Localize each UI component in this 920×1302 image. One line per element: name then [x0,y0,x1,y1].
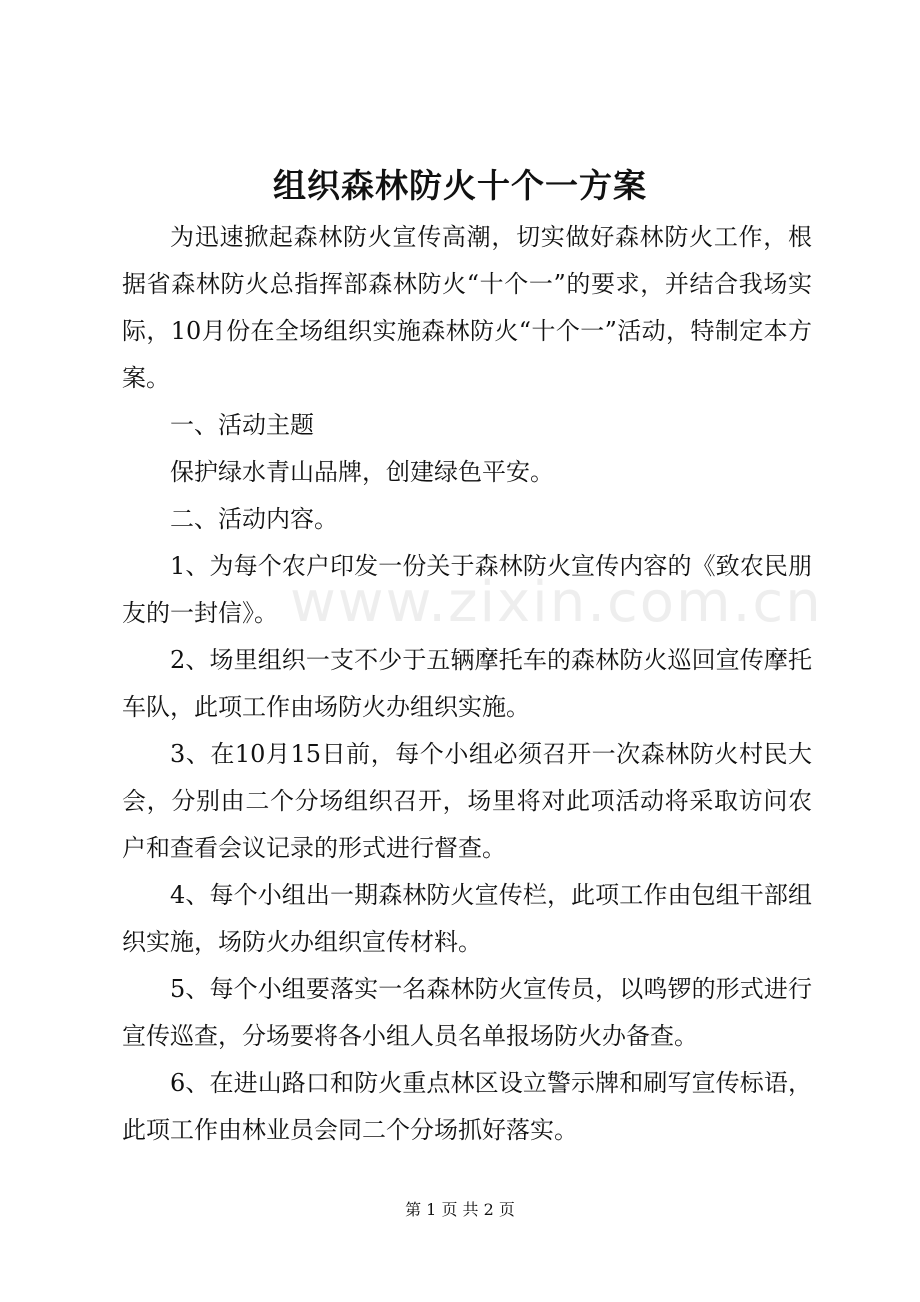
paragraph-item-5: 5、每个小组要落实一名森林防火宣传员，以鸣锣的形式进行宣传巡查，分场要将各小组人员名单报场防火办备查。 [122,975,812,1050]
paragraph-item-2: 2、场里组织一支不少于五辆摩托车的森林防火巡回宣传摩托车队，此项工作由场防火办组织实施。 [122,646,812,721]
paragraph-item-1: 1、为每个农户印发一份关于森林防火宣传内容的《致农民朋友的一封信》。 [122,552,812,627]
document-body [122,214,812,1154]
paragraph-item-3: 3、在10月15日前，每个小组必须召开一次森林防火村民大会，分别由二个分场组织召开，场里将对此项活动将采取访问农户和查看会议记录的形式进行督查。 [122,740,812,862]
site-watermark: www.zixin.com.cn [290,570,823,635]
paragraph-section-2-heading: 二、活动内容。 [170,505,338,533]
paragraph-item-6: 6、在进山路口和防火重点林区设立警示牌和刷写宣传标语，此项工作由林业员会同二个分场抓好落实。 [122,1069,812,1144]
paragraph-theme: 保护绿水青山品牌，创建绿色平安。 [170,458,554,486]
page-footer: 第 1 页 共 2 页 [405,1200,515,1219]
paragraph-item-4: 4、每个小组出一期森林防火宣传栏，此项工作由包组干部组织实施，场防火办组织宣传材料。 [122,881,812,956]
paragraph-section-1-heading: 一、活动主题 [170,411,314,439]
paragraph-intro: 为迅速掀起森林防火宣传高潮，切实做好森林防火工作，根据省森林防火总指挥部森林防火“十个一”的要求，并结合我场实际，10月份在全场组织实施森林防火“十个一”活动，特制定本方案。 [122,223,812,392]
document-title: 组织森林防火十个一方案 [273,166,647,205]
